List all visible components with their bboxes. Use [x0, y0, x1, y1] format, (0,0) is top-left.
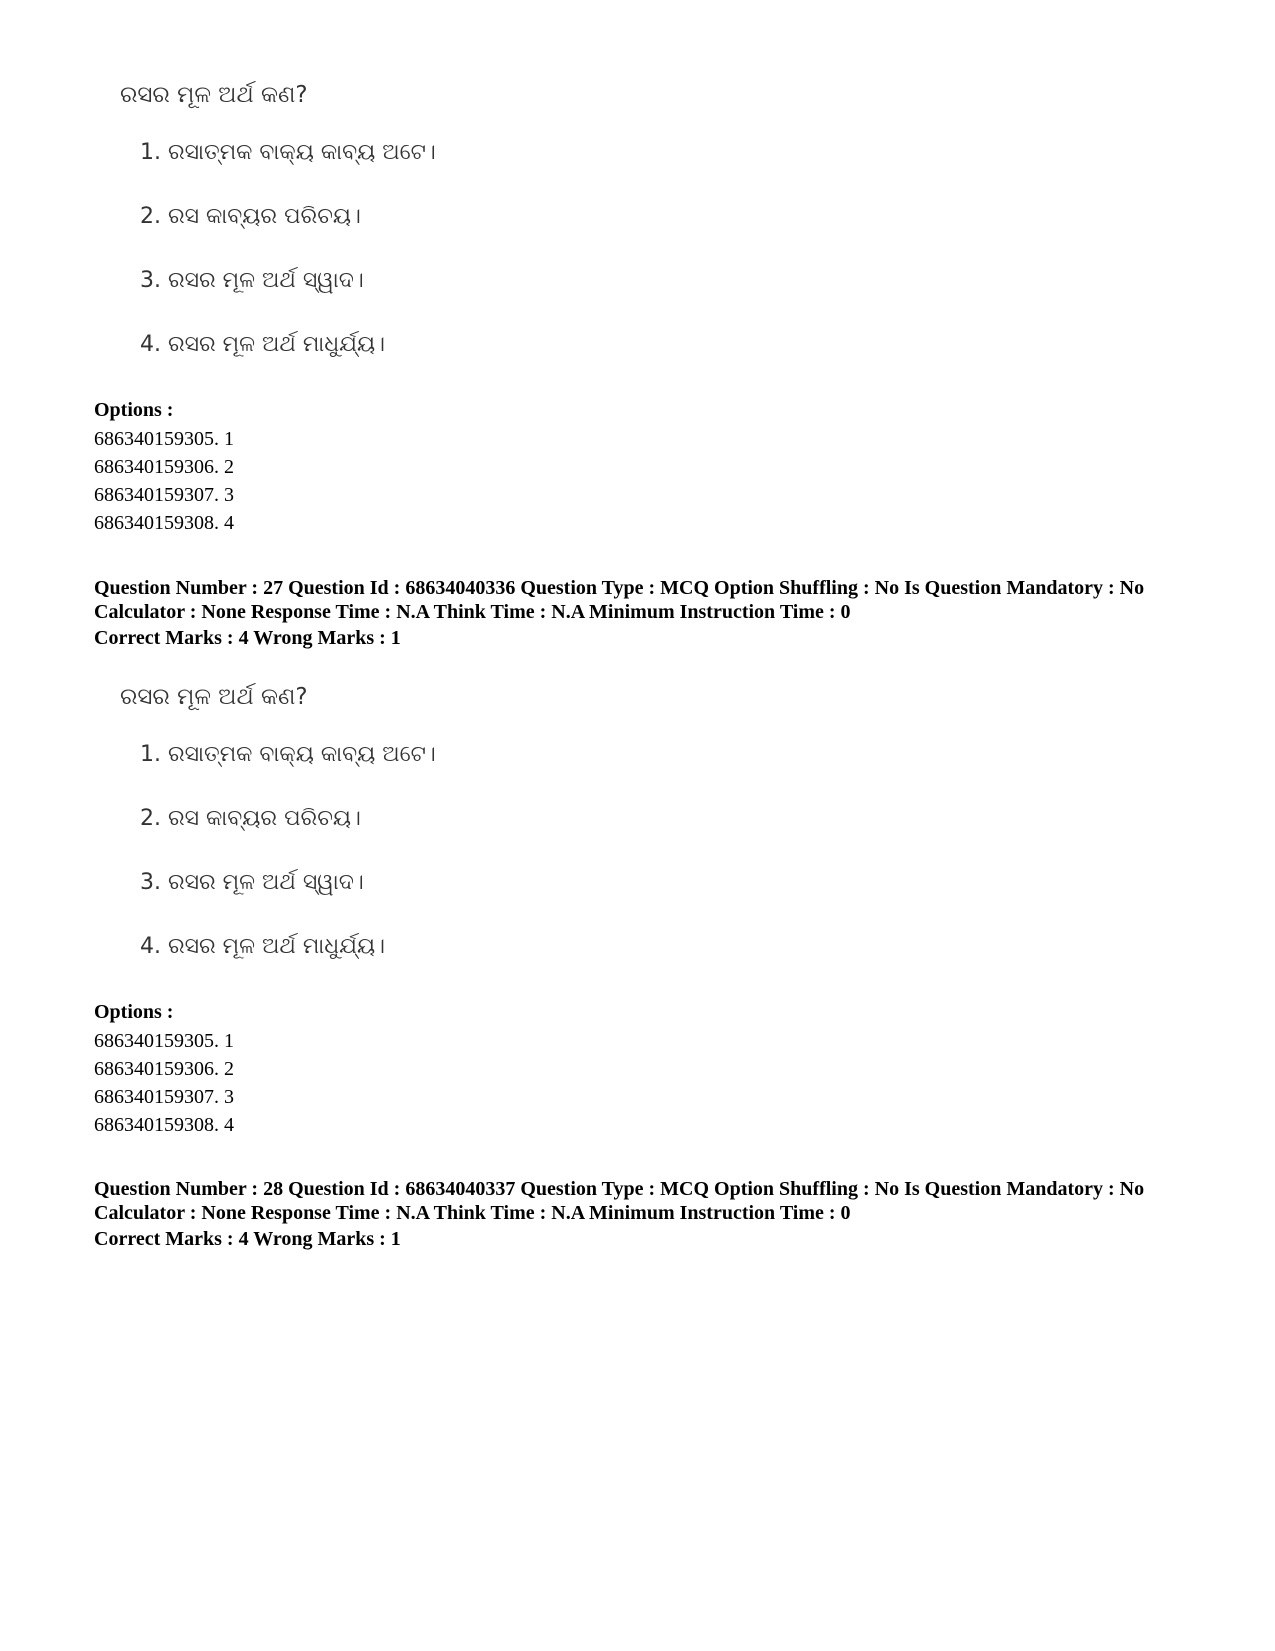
question-choice-4: 4. ରସର ମୂଳ ଅର୍ଥ ମାଧୁର୍ଯ୍ୟ।	[140, 934, 386, 959]
option-3: 686340159307. 3	[94, 1086, 234, 1108]
question-choice-3: 3. ରସର ମୂଳ ଅର୍ଥ ସ୍ୱାଦ।	[140, 268, 364, 293]
option-1: 686340159305. 1	[94, 1030, 234, 1052]
question-meta: Question Number : 27 Question Id : 68634040336 Question Type : MCQ Option Shuffling : No Is Question Mandatory : No Calculator : None Response Time : N.A Think Time : N.A Minimum Instruction Time : 0	[94, 577, 1145, 623]
question-image-1	[110, 82, 440, 372]
question-marks: Correct Marks : 4 Wrong Marks : 1	[94, 1228, 401, 1250]
question-choice-1: 1. ରସାତ୍ମକ ବାକ୍ୟ କାବ୍ୟ ଅଟେ।	[140, 140, 436, 165]
question-stem: ରସର ମୂଳ ଅର୍ଥ କଣ?	[120, 82, 308, 108]
question-marks: Correct Marks : 4 Wrong Marks : 1	[94, 627, 401, 649]
question-image-2	[110, 684, 440, 974]
option-4: 686340159308. 4	[94, 1114, 234, 1136]
question-choice-2: 2. ରସ କାବ୍ୟର ପରିଚୟ।	[140, 806, 361, 831]
options-label: Options :	[94, 399, 174, 421]
option-2: 686340159306. 2	[94, 1058, 234, 1080]
question-meta: Question Number : 28 Question Id : 68634040337 Question Type : MCQ Option Shuffling : No Is Question Mandatory : No Calculator : None Response Time : N.A Think Time : N.A Minimum Instruction Time : 0	[94, 1178, 1145, 1224]
question-choice-3: 3. ରସର ମୂଳ ଅର୍ଥ ସ୍ୱାଦ।	[140, 870, 364, 895]
option-1: 686340159305. 1	[94, 428, 234, 450]
options-label: Options :	[94, 1001, 174, 1023]
question-choice-2: 2. ରସ କାବ୍ୟର ପରିଚୟ।	[140, 204, 361, 229]
option-2: 686340159306. 2	[94, 456, 234, 478]
question-choice-4: 4. ରସର ମୂଳ ଅର୍ଥ ମାଧୁର୍ଯ୍ୟ।	[140, 332, 386, 357]
option-4: 686340159308. 4	[94, 512, 234, 534]
question-stem: ରସର ମୂଳ ଅର୍ଥ କଣ?	[120, 684, 308, 710]
option-3: 686340159307. 3	[94, 484, 234, 506]
question-choice-1: 1. ରସାତ୍ମକ ବାକ୍ୟ କାବ୍ୟ ଅଟେ।	[140, 742, 436, 767]
